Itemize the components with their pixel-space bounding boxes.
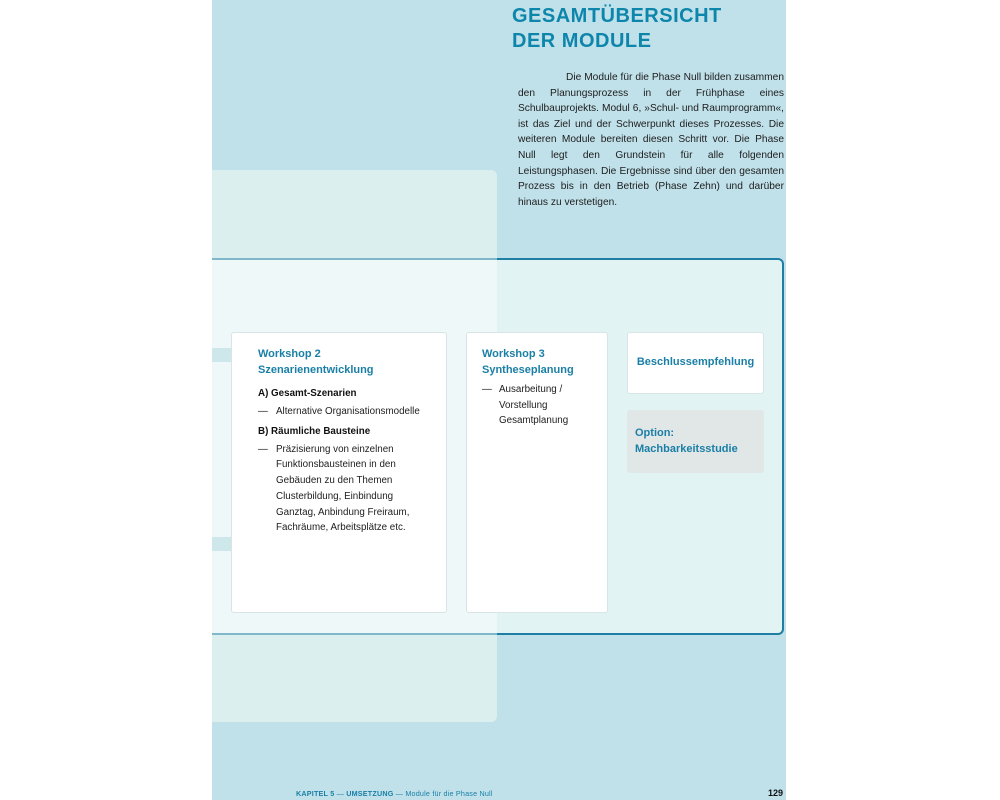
option-title [635, 426, 760, 457]
workshop3-title-line2: Syntheseplanung [482, 363, 574, 376]
footer-separator: — [393, 789, 406, 798]
footer-chapter: KAPITEL 5 [296, 789, 335, 798]
workshop2-title-line2: Szenarienentwicklung [258, 363, 374, 376]
option-card [627, 410, 764, 473]
workshop2-section-b-list [258, 442, 434, 536]
document-page [212, 0, 786, 800]
list-item: — Präzisierung von einzelnen Funktionsbausteinen in den Gebäuden zu den Themen Clusterbildung, Einbindung Ganztag, Anbindung Freiraum, Fachräume, Arbeitsplätze etc. [258, 442, 434, 536]
beschlussempfehlung-card [627, 332, 764, 394]
workshop2-section-a-list [258, 404, 434, 420]
workshop3-title-line1: Workshop 3 [482, 348, 545, 360]
page-title-line2: DER MODULE [512, 30, 652, 52]
workshop3-list [482, 382, 597, 429]
option-title-line1: Option: [635, 427, 675, 439]
page-footer [296, 789, 493, 798]
list-item: — Ausarbeitung / Vorstellung Gesamtplanung [482, 382, 597, 429]
workshop3-card [466, 332, 608, 613]
workshop2-section-b-heading: B) Räumliche Bausteine [258, 425, 371, 437]
workshop2-title-line1: Workshop 2 [258, 348, 321, 360]
footer-separator: — [334, 789, 347, 798]
footer-subsection: Module für die Phase Null [405, 789, 493, 798]
workshop3-title [482, 347, 597, 378]
connector-stripe [212, 537, 232, 551]
workshop2-title [258, 347, 434, 378]
intro-paragraph: Die Module für die Phase Null bilden zusammen den Planungsprozess in der Frühphase eines Schulbauprojekts. Modul 6, »Schul- und Raumprogramm«, ist das Ziel und der Schwerpunkt dieses Prozesses. Die weiteren Module bereiten diesen Schritt vor. Die Phase Null legt den Grundstein für alle folgenden Leistungsphasen. Die Ergebnisse sind über den gesamten Prozess bis in den Betrieb (Phase Zehn) und darüber hinaus zu verstetigen. [518, 72, 784, 208]
list-item: — Alternative Organisationsmodelle [258, 404, 434, 420]
beschlussempfehlung-title: Beschlussempfehlung [636, 356, 755, 369]
page-number: 129 [768, 788, 784, 798]
page-title [512, 4, 722, 54]
option-title-line2: Machbarkeitsstudie [635, 442, 738, 455]
footer-section: UMSETZUNG [346, 789, 394, 798]
workshop2-card [231, 332, 447, 613]
page-title-line1: GESAMTÜBERSICHT [512, 5, 722, 27]
connector-stripe [212, 348, 232, 362]
workshop2-section-a-heading: A) Gesamt-Szenarien [258, 388, 357, 399]
